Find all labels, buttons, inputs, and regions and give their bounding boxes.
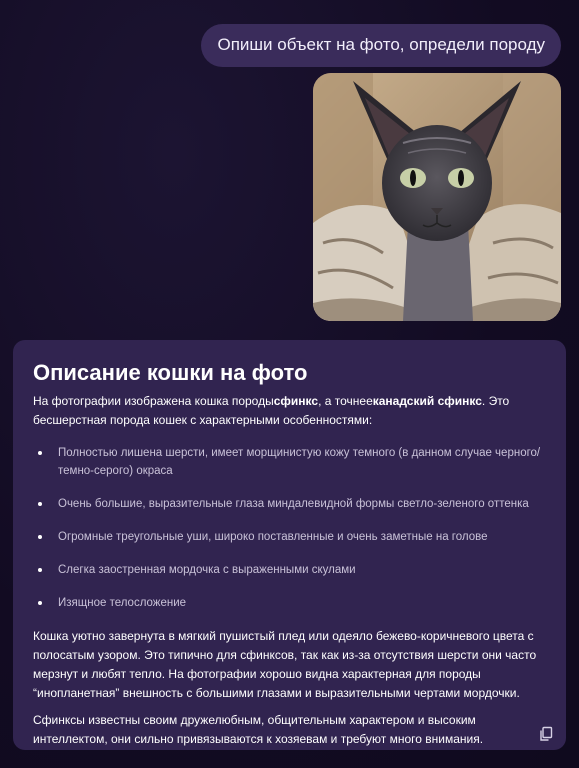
intro-part1: На фотографии изображена кошка породы (33, 394, 274, 408)
user-message-bubble (201, 24, 561, 67)
list-item: Изящное телосложение (33, 594, 546, 612)
list-item: Слегка заостренная мордочка с выраженными скулами (33, 561, 546, 579)
user-message-text: Опиши объект на фото, определи породу (217, 35, 545, 54)
features-list (33, 444, 546, 612)
sphynx-cat-image (313, 73, 561, 321)
answer-paragraph-temperament: Сфинксы известны своим дружелюбным, общительным характером и высоким интеллектом, они сильно привязываются к хозяевам и требуют много внимания. (33, 713, 484, 746)
intro-part3: . Это бесшерстная порода кошек с характерными особенностями: (33, 394, 510, 427)
answer-paragraph-blanket: Кошка уютно завернута в мягкий пушистый плед или одеяло бежево-коричневого цвета с полосатым узором. Это типично для сфинксов, так как из-за отсутствия шерсти они часто мерзнут и любят тепло. На фотографии хорошо видна характерная для породы “инопланетная” внешность с большими глазами и выразительными чертами мордочки. (33, 629, 537, 700)
list-item: Очень большие, выразительные глаза миндалевидной формы светло-зеленого оттенка (33, 495, 546, 513)
intro-part2: , а точнее (318, 394, 373, 408)
attached-photo[interactable] (313, 73, 561, 321)
copy-icon-glyph (538, 726, 554, 742)
list-item: Полностью лишена шерсти, имеет морщинистую кожу темного (в данном случае черного/темно-серого) окраса (33, 444, 546, 480)
assistant-answer-card (13, 340, 566, 750)
answer-intro (33, 392, 546, 430)
intro-bold-breed: сфинкс (273, 394, 319, 408)
answer-title: Описание кошки на фото (33, 360, 308, 385)
intro-bold-subbreed: канадский сфинкс (372, 394, 482, 408)
copy-icon[interactable] (538, 726, 554, 742)
list-item: Огромные треугольные уши, широко поставленные и очень заметные на голове (33, 528, 546, 546)
